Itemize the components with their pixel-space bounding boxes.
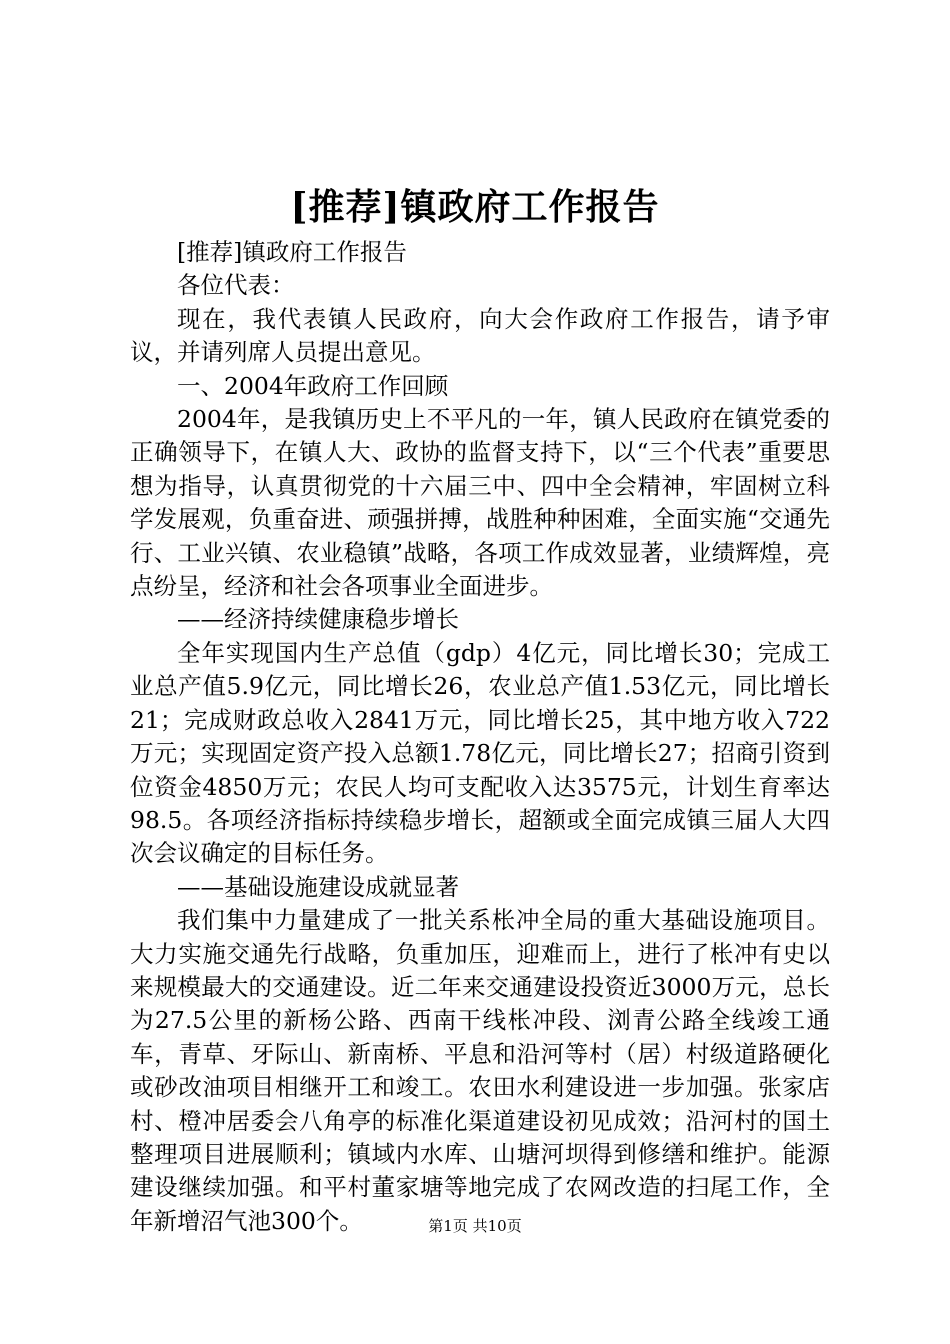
- subheading-economy: ——经济持续健康稳步增长: [177, 605, 459, 634]
- paragraph-summary: 2004年，是我镇历史上不平凡的一年，镇人民政府在镇党委的正确领导下，在镇人大、政协的监督支持下，以“三个代表”重要思想为指导，认真贯彻党的十六届三中、四中全会精神，牢固树立科学发展观，负重奋进、顽强拼搏，战胜种种困难，全面实施“交通先行、工业兴镇、农业稳镇”战略，各项工作成效显著，业绩辉煌，亮点纷呈，经济和社会各项事业全面进步。: [130, 405, 830, 601]
- paragraph-economy: 全年实现国内生产总值（gdp）4亿元，同比增长30；完成工业总产值5.9亿元，同比增长26，农业总产值1.53亿元，同比增长21；完成财政总收入2841万元，同比增长25，其中地方收入722万元；实现固定资产投入总额1.78亿元，同比增长27；招商引资到位资金4850万元；农民人均可支配收入达3575元，计划生育率达98.5。各项经济指标持续稳步增长，超额或全面完成镇三届人大四次会议确定的目标任务。: [130, 638, 830, 868]
- section-heading-review: 一、2004年政府工作回顾: [177, 371, 449, 400]
- page-footer: 第1页 共10页: [428, 1217, 522, 1235]
- document-title: [推荐]镇政府工作报告: [290, 186, 660, 228]
- paragraph-infrastructure: 我们集中力量建成了一批关系枨冲全局的重大基础设施项目。大力实施交通先行战略，负重加压，迎难而上，进行了枨冲有史以来规模最大的交通建设。近二年来交通建设投资近3000万元，总长为27.5公里的新杨公路、西南干线枨冲段、浏青公路全线竣工通车，青草、牙际山、新南桥、平息和沿河等村（居）村级道路硬化或砂改油项目相继开工和竣工。农田水利建设进一步加强。张家店村、橙冲居委会八角亭的标准化渠道建设初见成效；沿河村的国土整理项目进展顺利；镇域内水库、山塘河坝得到修缮和维护。能源建设继续加强。和平村董家塘等地完成了农网改造的扫尾工作，全年新增沼气池300个。: [130, 906, 830, 1235]
- paragraph-subtitle: [推荐]镇政府工作报告: [177, 238, 407, 266]
- subheading-infrastructure: ——基础设施建设成就显著: [177, 872, 459, 901]
- paragraph-opening: 现在，我代表镇人民政府，向大会作政府工作报告，请予审议，并请列席人员提出意见。: [130, 304, 830, 367]
- paragraph-salutation: 各位代表：: [177, 271, 295, 300]
- document-body: [130, 236, 830, 1238]
